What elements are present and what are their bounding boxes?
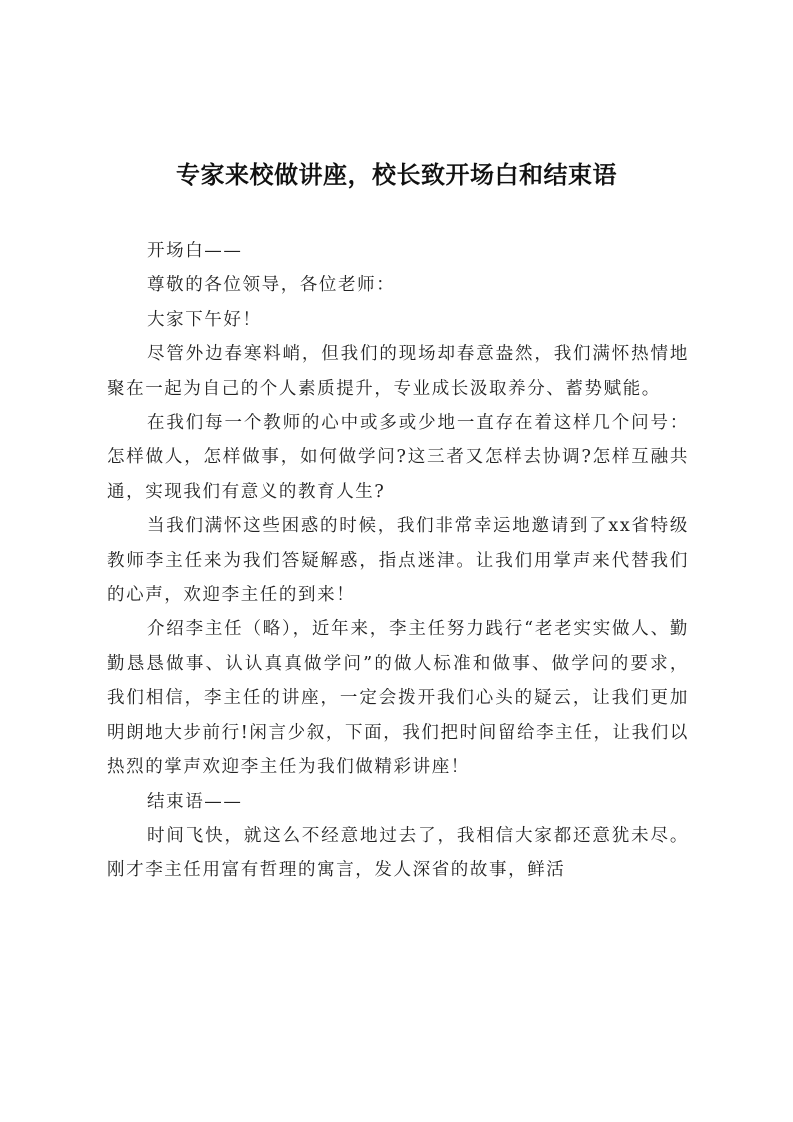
- paragraph-atmosphere: 尽管外边春寒料峭，但我们的现场却春意盎然，我们满怀热情地聚在一起为自己的个人素质提升，专业成长汲取养分、蓄势赋能。: [107, 344, 689, 399]
- paragraph-closing-text: 时间飞快，就这么不经意地过去了，我相信大家都还意犹未尽。刚才李主任用富有哲理的寓言，发人深省的故事，鲜活: [107, 825, 689, 881]
- paragraph-salutation: 尊敬的各位领导，各位老师：: [147, 275, 396, 296]
- document-title: 专家来校做讲座，校长致开场白和结束语: [176, 161, 617, 189]
- paragraph-closing-heading: 结束语——: [147, 791, 243, 812]
- document-body: [107, 234, 689, 888]
- paragraph-introduction: 介绍李主任（略），近年来，李主任努力践行“老老实实做人、勤勤恳恳做事、认认真真做学问”的做人标准和做事、做学问的要求，我们相信，李主任的讲座，一定会拨开我们心头的疑云，让我们更加明朗地大步前行!闲言少叙，下面，我们把时间留给李主任，让我们以热烈的掌声欢迎李主任为我们做精彩讲座！: [107, 619, 689, 778]
- paragraph-questions: 在我们每一个教师的心中或多或少地一直存在着这样几个问号：怎样做人，怎样做事，如何做学问?这三者又怎样去协调?怎样互融共通，实现我们有意义的教育人生?: [107, 413, 689, 502]
- paragraph-opening-heading: 开场白——: [147, 241, 243, 261]
- paragraph-greeting: 大家下午好！: [147, 309, 262, 330]
- paragraph-invitation: 当我们满怀这些困惑的时候，我们非常幸运地邀请到了xx省特级教师李主任来为我们答疑解惑，指点迷津。让我们用掌声来代替我们的心声，欢迎李主任的到来！: [107, 516, 689, 606]
